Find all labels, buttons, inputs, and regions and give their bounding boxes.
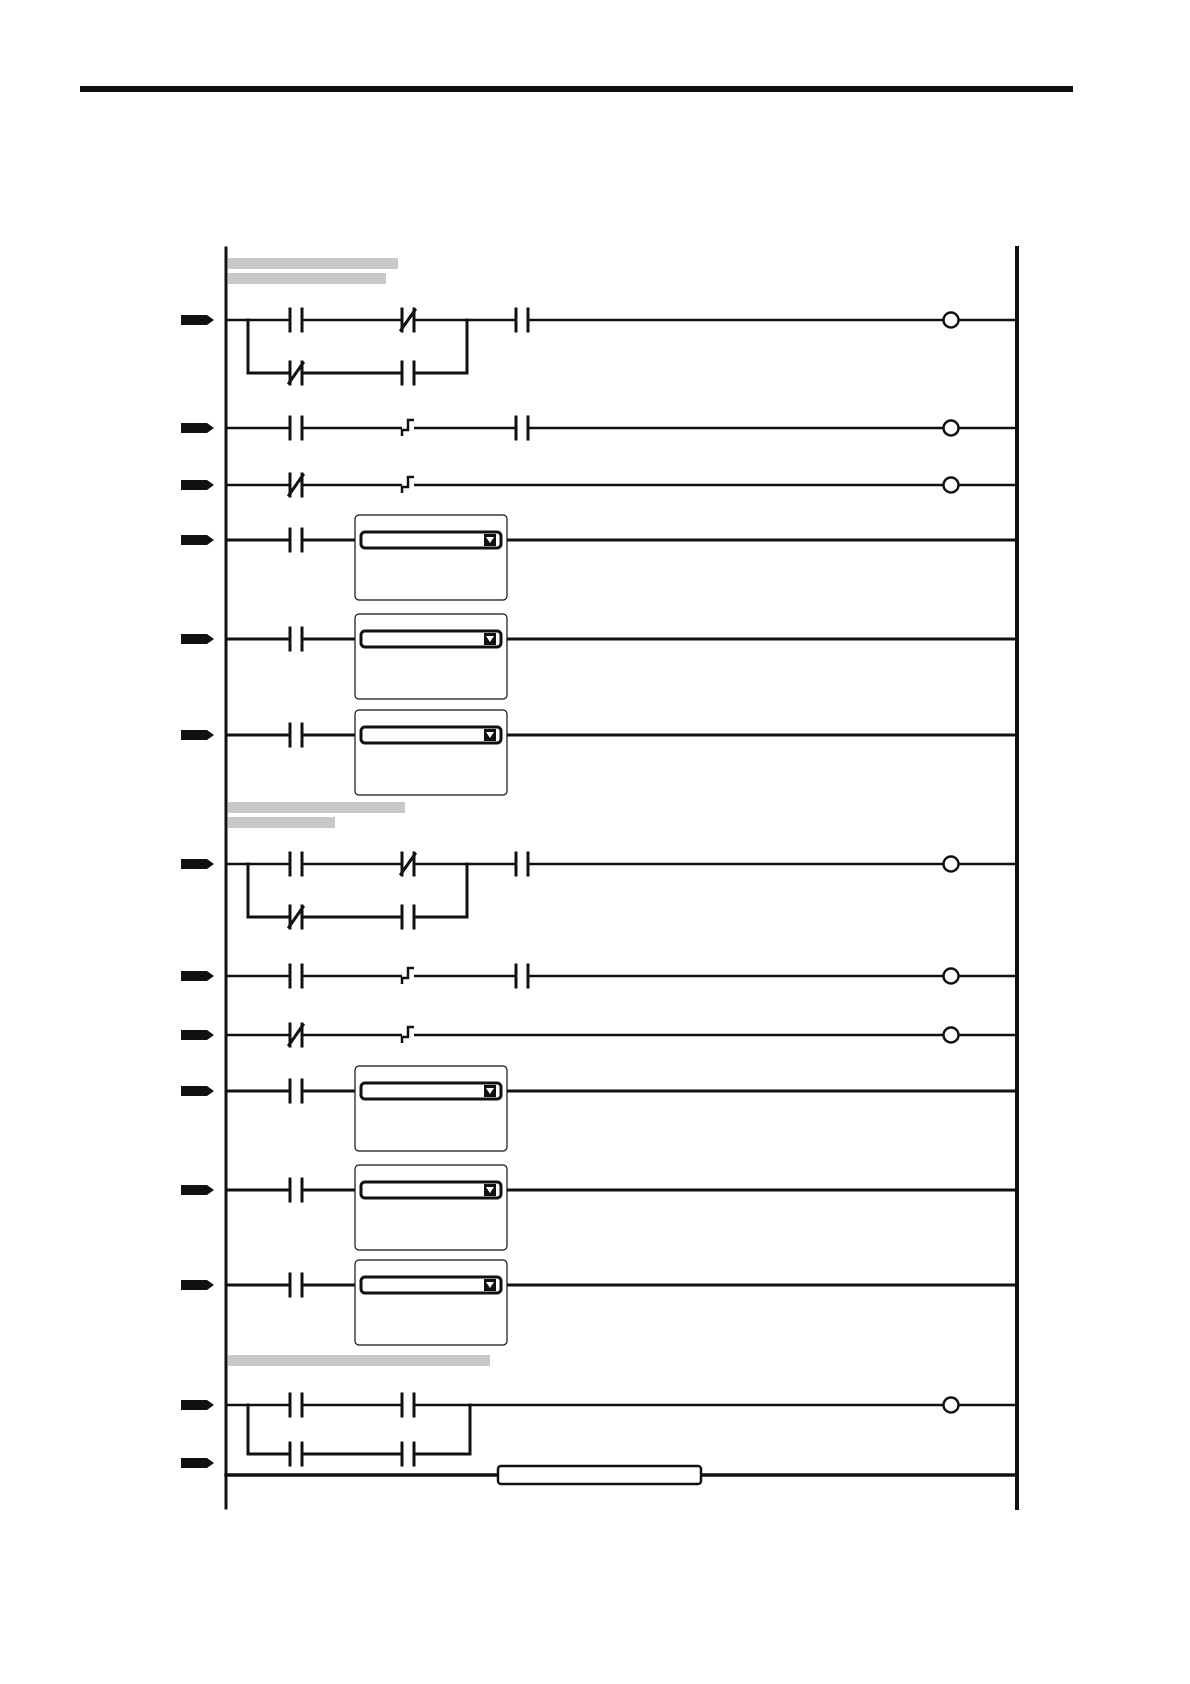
rising-edge-icon bbox=[402, 968, 414, 984]
contact-gap bbox=[516, 425, 528, 431]
ladder-rung bbox=[181, 1066, 1017, 1151]
ladder-rung bbox=[181, 853, 1017, 928]
no-contact-icon bbox=[516, 853, 528, 875]
no-contact-icon bbox=[290, 1179, 302, 1201]
contact-gap bbox=[516, 317, 528, 323]
contact-gap bbox=[290, 636, 302, 642]
function-block-frame bbox=[355, 1165, 507, 1250]
rising-edge-icon bbox=[402, 477, 414, 493]
function-block-name-field bbox=[361, 727, 501, 743]
nc-contact-icon bbox=[401, 853, 415, 875]
rung-marker-icon bbox=[181, 1458, 214, 1468]
contact-gap bbox=[290, 317, 302, 323]
contact-gap bbox=[290, 861, 302, 867]
rung-marker-icon bbox=[181, 1400, 214, 1410]
nc-contact-icon bbox=[401, 309, 415, 331]
contact-gap bbox=[290, 1088, 302, 1094]
function-block-frame bbox=[355, 710, 507, 795]
function-block-frame bbox=[355, 515, 507, 600]
ladder-rung bbox=[181, 614, 1017, 699]
rung-marker-icon bbox=[181, 859, 214, 869]
label-placeholder bbox=[228, 273, 386, 284]
rung-marker-icon bbox=[181, 971, 214, 981]
label-placeholder bbox=[228, 802, 405, 813]
coil-icon bbox=[944, 421, 959, 436]
rung-marker-icon bbox=[181, 730, 214, 740]
nc-contact-icon bbox=[289, 906, 303, 928]
no-contact-icon bbox=[290, 628, 302, 650]
coil-icon bbox=[944, 1028, 959, 1043]
function-block bbox=[355, 515, 507, 600]
rung-marker-icon bbox=[181, 315, 214, 325]
label-placeholder bbox=[228, 817, 335, 828]
no-contact-icon bbox=[290, 965, 302, 987]
nc-contact-icon bbox=[289, 362, 303, 384]
no-contact-icon bbox=[290, 1394, 302, 1416]
ladder-section bbox=[181, 802, 1017, 1345]
ladder-rung bbox=[181, 1260, 1017, 1345]
contact-gap bbox=[516, 861, 528, 867]
rung-marker-icon bbox=[181, 1086, 214, 1096]
ladder-rung bbox=[181, 965, 1017, 987]
rising-edge-icon bbox=[402, 420, 414, 436]
contact-gap bbox=[290, 1451, 302, 1457]
no-contact-icon bbox=[290, 724, 302, 746]
no-contact-icon bbox=[290, 1080, 302, 1102]
contact-gap bbox=[290, 1282, 302, 1288]
ladder-rung bbox=[181, 417, 1017, 439]
coil-icon bbox=[944, 1398, 959, 1413]
function-block-name-field bbox=[361, 631, 501, 647]
rung-marker-icon bbox=[181, 1185, 214, 1195]
coil-icon bbox=[944, 969, 959, 984]
ladder-rung bbox=[181, 309, 1017, 384]
function-block-frame bbox=[355, 1066, 507, 1151]
ladder-section bbox=[181, 1355, 1017, 1484]
ladder-section bbox=[181, 258, 1017, 795]
no-contact-icon bbox=[402, 906, 414, 928]
no-contact-icon bbox=[402, 362, 414, 384]
no-contact-icon bbox=[516, 965, 528, 987]
rung-marker-icon bbox=[181, 535, 214, 545]
label-placeholder bbox=[228, 1355, 490, 1366]
function-block bbox=[355, 1066, 507, 1151]
function-block bbox=[355, 614, 507, 699]
nc-contact-icon bbox=[289, 474, 303, 496]
ladder-rung bbox=[181, 474, 1017, 496]
contact-gap bbox=[290, 425, 302, 431]
function-block-name-field bbox=[361, 1083, 501, 1099]
rung-marker-icon bbox=[181, 1030, 214, 1040]
function-block bbox=[355, 1165, 507, 1250]
contact-gap bbox=[290, 1187, 302, 1193]
function-block-name-field bbox=[361, 1182, 501, 1198]
instruction-box bbox=[498, 1466, 701, 1484]
no-contact-icon bbox=[290, 853, 302, 875]
nc-contact-icon bbox=[289, 1024, 303, 1046]
no-contact-icon bbox=[290, 1274, 302, 1296]
ladder-rung bbox=[181, 1165, 1017, 1250]
ladder-rung bbox=[181, 1394, 1017, 1465]
rung-marker-icon bbox=[181, 1280, 214, 1290]
no-contact-icon bbox=[290, 529, 302, 551]
contact-gap bbox=[402, 1402, 414, 1408]
no-contact-icon bbox=[290, 417, 302, 439]
rung-marker-icon bbox=[181, 480, 214, 490]
contact-gap bbox=[402, 370, 414, 376]
function-block-name-field bbox=[361, 1277, 501, 1293]
contact-gap bbox=[402, 1451, 414, 1457]
function-block-frame bbox=[355, 1260, 507, 1345]
no-contact-icon bbox=[290, 309, 302, 331]
no-contact-icon bbox=[402, 1394, 414, 1416]
rising-edge-icon bbox=[402, 1027, 414, 1043]
ladder-rung bbox=[181, 1024, 1017, 1046]
ladder-rung bbox=[181, 1458, 1017, 1484]
contact-gap bbox=[290, 1402, 302, 1408]
rung-marker-icon bbox=[181, 634, 214, 644]
ladder-rung bbox=[181, 710, 1017, 795]
no-contact-icon bbox=[516, 417, 528, 439]
contact-gap bbox=[290, 732, 302, 738]
function-block bbox=[355, 710, 507, 795]
no-contact-icon bbox=[290, 1443, 302, 1465]
function-block bbox=[355, 1260, 507, 1345]
no-contact-icon bbox=[516, 309, 528, 331]
coil-icon bbox=[944, 313, 959, 328]
contact-gap bbox=[290, 537, 302, 543]
no-contact-icon bbox=[402, 1443, 414, 1465]
function-block-name-field bbox=[361, 532, 501, 548]
contact-gap bbox=[290, 973, 302, 979]
contact-gap bbox=[516, 973, 528, 979]
ladder-rung bbox=[181, 515, 1017, 600]
coil-icon bbox=[944, 478, 959, 493]
contact-gap bbox=[402, 914, 414, 920]
label-placeholder bbox=[228, 258, 398, 269]
coil-icon bbox=[944, 857, 959, 872]
function-block-frame bbox=[355, 614, 507, 699]
rung-marker-icon bbox=[181, 423, 214, 433]
